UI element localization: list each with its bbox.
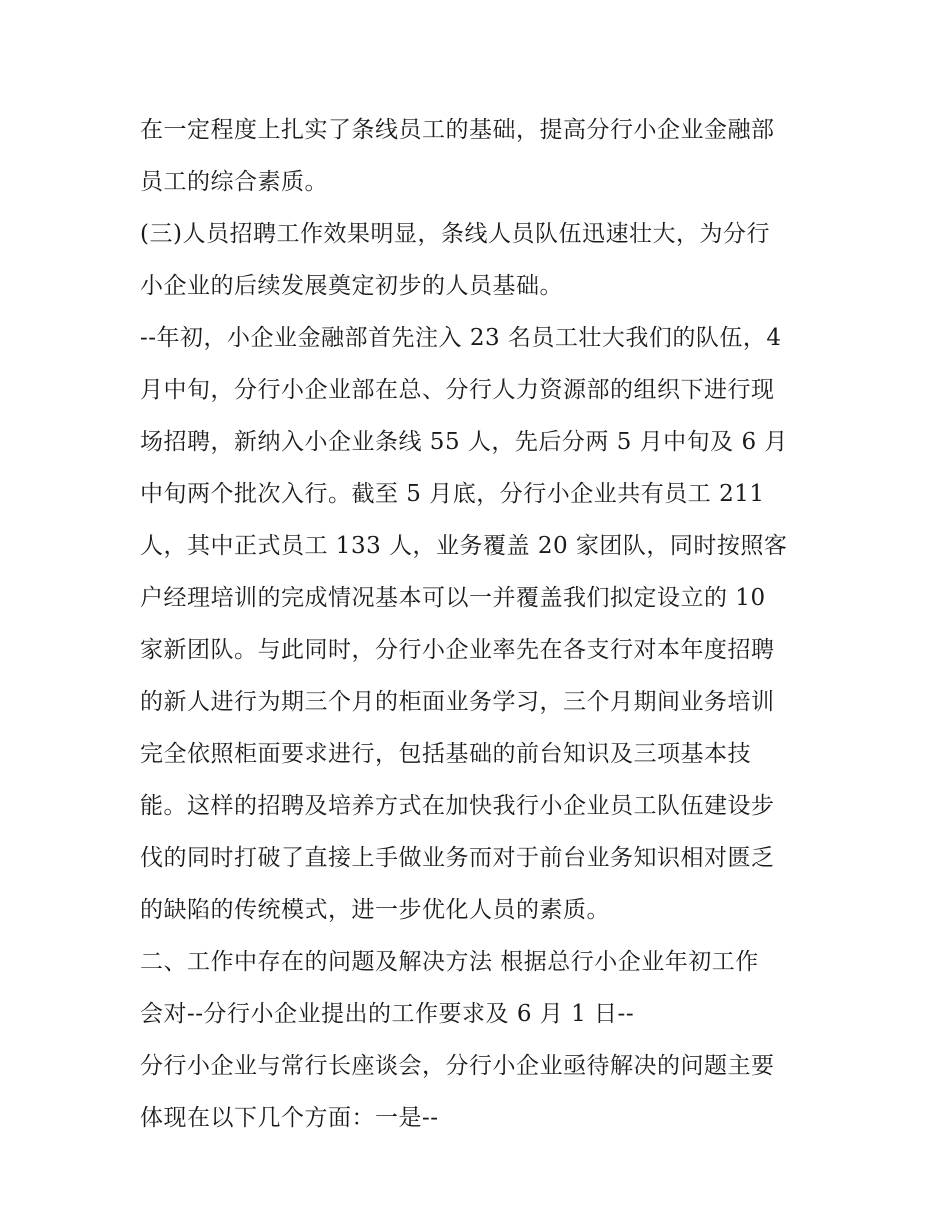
text-line: --年初，小企业金融部首先注入 23 名员工壮大我们的队伍，4 bbox=[140, 325, 782, 351]
text-line: 的缺陷的传统模式，进一步优化人员的素质。 bbox=[140, 897, 610, 923]
text-line: 体现在以下几个方面：一是-- bbox=[140, 1105, 439, 1131]
text-line: 能。这样的招聘及培养方式在加快我行小企业员工队伍建设步 bbox=[140, 793, 775, 819]
text-line: (三)人员招聘工作效果明显，条线人员队伍迅速壮大，为分行 bbox=[140, 221, 770, 247]
text-line: 人，其中正式员工 133 人，业务覆盖 20 家团队，同时按照客 bbox=[140, 533, 788, 559]
body-text bbox=[140, 104, 830, 1144]
text-line: 中旬两个批次入行。截至 5 月底，分行小企业共有员工 211 bbox=[140, 481, 765, 507]
text-line: 伐的同时打破了直接上手做业务而对于前台业务知识相对匮乏 bbox=[140, 845, 775, 871]
text-line: 员工的综合素质。 bbox=[140, 169, 328, 195]
text-line: 的新人进行为期三个月的柜面业务学习，三个月期间业务培训 bbox=[140, 689, 775, 715]
text-line: 会对--分行小企业提出的工作要求及 6 月 1 日-- bbox=[140, 1001, 635, 1027]
text-line: 家新团队。与此同时，分行小企业率先在各支行对本年度招聘 bbox=[140, 637, 775, 663]
text-line: 场招聘，新纳入小企业条线 55 人，先后分两 5 月中旬及 6 月 bbox=[140, 429, 788, 455]
text-line: 在一定程度上扎实了条线员工的基础，提高分行小企业金融部 bbox=[140, 117, 775, 143]
text-line: 小企业的后续发展奠定初步的人员基础。 bbox=[140, 273, 563, 299]
section-heading-line: 二、工作中存在的问题及解决方法 根据总行小企业年初工作 bbox=[140, 949, 759, 975]
text-line: 分行小企业与常行长座谈会，分行小企业亟待解决的问题主要 bbox=[140, 1053, 775, 1079]
text-line: 月中旬，分行小企业部在总、分行人力资源部的组织下进行现 bbox=[140, 377, 775, 403]
text-line: 完全依照柜面要求进行，包括基础的前台知识及三项基本技 bbox=[140, 741, 751, 767]
text-line: 户经理培训的完成情况基本可以一并覆盖我们拟定设立的 10 bbox=[140, 585, 766, 611]
